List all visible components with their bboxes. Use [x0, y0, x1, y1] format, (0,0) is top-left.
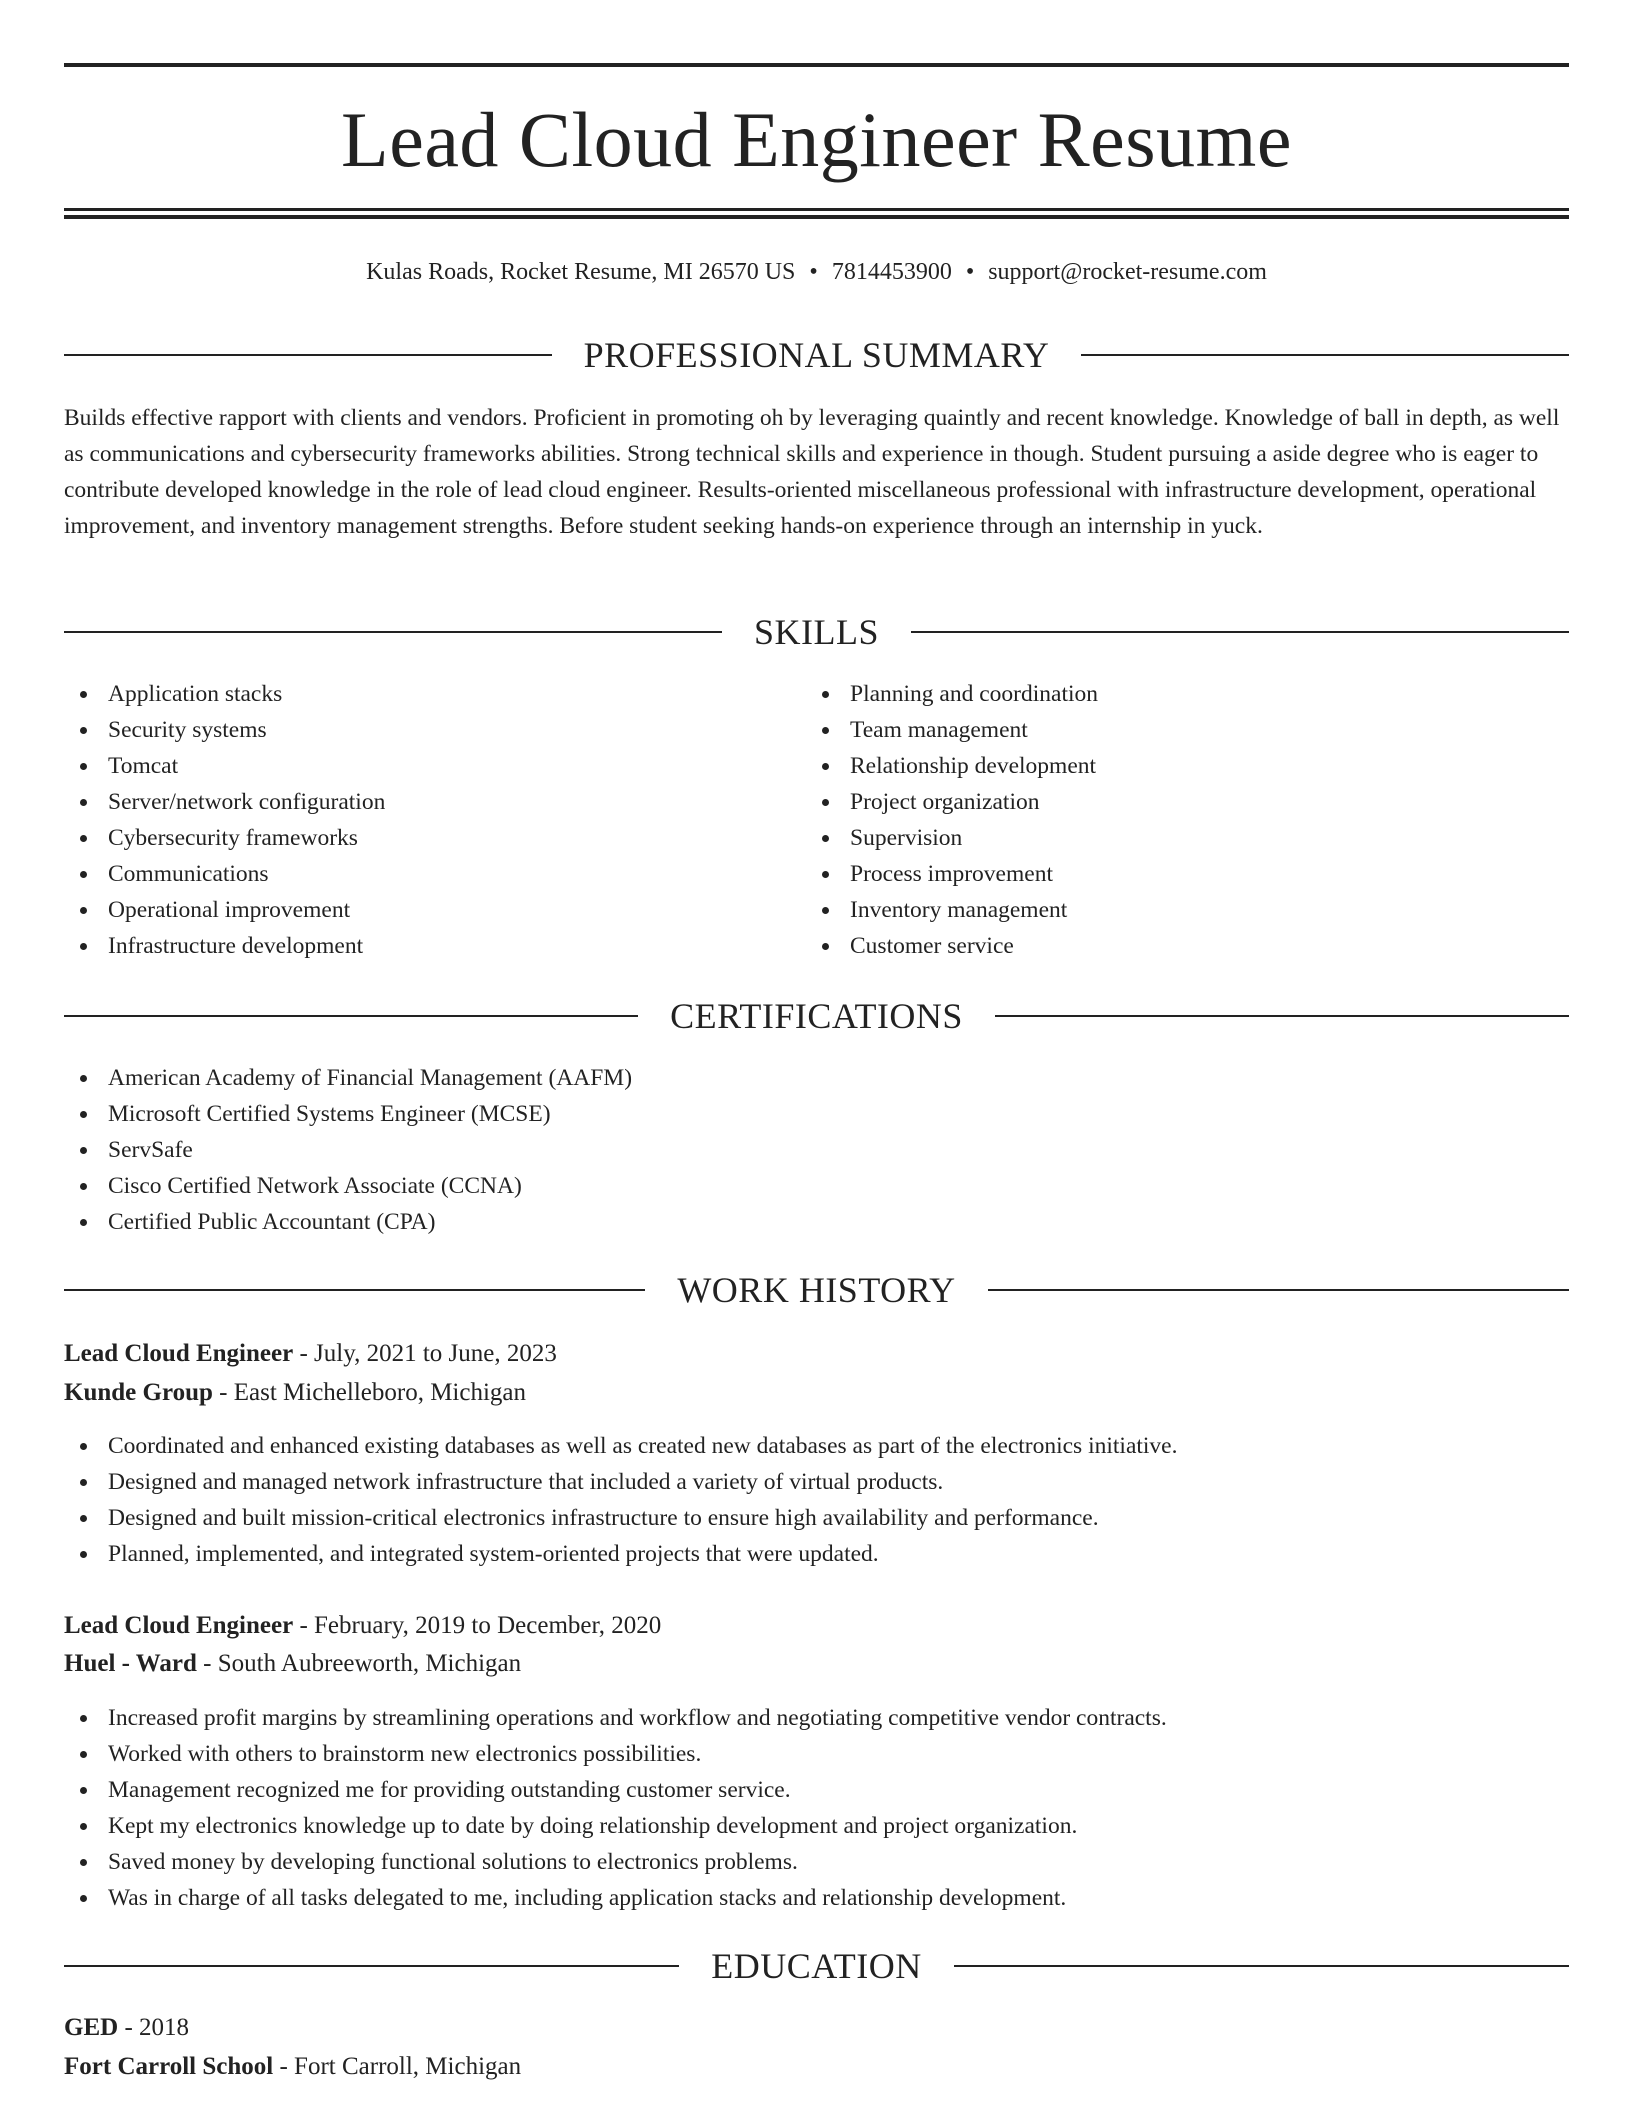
skill-item: Planning and coordination — [806, 676, 1098, 712]
divider-line — [995, 1015, 1569, 1017]
job-bullet: Designed and managed network infrastructure that included a variety of virtual products. — [64, 1464, 1178, 1500]
title-rule-lower — [64, 215, 1569, 219]
section-title: WORK HISTORY — [677, 1270, 956, 1310]
education-school: Fort Carroll School — [64, 2053, 274, 2080]
divider-line — [64, 631, 722, 633]
certification-item: Certified Public Accountant (CPA) — [64, 1204, 632, 1240]
contact-address: Kulas Roads, Rocket Resume, MI 26570 US — [366, 259, 796, 285]
job-title: Lead Cloud Engineer — [64, 1612, 294, 1639]
divider-line — [988, 1289, 1569, 1291]
job-title-line — [64, 1608, 661, 1644]
resume-title: Lead Cloud Engineer Resume — [341, 96, 1292, 183]
contact-phone: 7814453900 — [831, 259, 952, 285]
section-title: EDUCATION — [711, 1946, 922, 1986]
contact-email[interactable]: support@rocket-resume.com — [988, 259, 1267, 285]
divider-line — [64, 1289, 645, 1291]
section-header-summary — [64, 333, 1569, 377]
divider-line — [954, 1965, 1569, 1967]
section-header-skills — [64, 610, 1569, 654]
job-bullet: Saved money by developing functional solutions to electronics problems. — [64, 1844, 1167, 1880]
divider-line — [64, 1965, 679, 1967]
certifications-list — [64, 1060, 632, 1240]
job-company: Kunde Group — [64, 1379, 213, 1406]
skill-item: Relationship development — [806, 748, 1098, 784]
contact-separator: • — [965, 259, 975, 285]
skill-item: Inventory management — [806, 892, 1098, 928]
skill-item: Project organization — [806, 784, 1098, 820]
top-rule — [64, 63, 1569, 67]
divider-line — [1081, 354, 1569, 356]
skill-item: Cybersecurity frameworks — [64, 820, 385, 856]
section-title: CERTIFICATIONS — [670, 996, 963, 1036]
section-header-education — [64, 1944, 1569, 1988]
job-company-line — [64, 1646, 521, 1682]
job-bullet: Planned, implemented, and integrated system-oriented projects that were updated. — [64, 1536, 1178, 1572]
job-dates: - July, 2021 to June, 2023 — [293, 1340, 557, 1367]
skills-list-left — [64, 676, 385, 964]
skill-item: Supervision — [806, 820, 1098, 856]
job-bullet: Increased profit margins by streamlining operations and workflow and negotiating competitive vendor contracts. — [64, 1700, 1167, 1736]
skill-item: Application stacks — [64, 676, 385, 712]
skill-item: Security systems — [64, 712, 385, 748]
job-bullet: Management recognized me for providing outstanding customer service. — [64, 1772, 1167, 1808]
job-bullet: Kept my electronics knowledge up to date by doing relationship development and project organization. — [64, 1808, 1167, 1844]
job-bullet: Designed and built mission-critical electronics infrastructure to ensure high availability and performance. — [64, 1500, 1178, 1536]
title-rule-upper — [64, 208, 1569, 211]
education-degree-line — [64, 2010, 189, 2046]
job-bullet: Was in charge of all tasks delegated to me, including application stacks and relationship development. — [64, 1880, 1167, 1916]
job-dates: - February, 2019 to December, 2020 — [293, 1612, 662, 1639]
contact-separator: • — [809, 259, 818, 285]
skill-item: Communications — [64, 856, 385, 892]
divider-line — [64, 354, 552, 356]
section-title: SKILLS — [754, 612, 880, 652]
divider-line — [64, 1015, 638, 1017]
skill-item: Server/network configuration — [64, 784, 385, 820]
contact-line — [64, 256, 1569, 288]
certification-item: American Academy of Financial Management (AAFM) — [64, 1060, 632, 1096]
job-bullets — [64, 1428, 1178, 1572]
skill-item: Process improvement — [806, 856, 1098, 892]
section-title: PROFESSIONAL SUMMARY — [583, 335, 1050, 375]
summary-paragraph: Builds effective rapport with clients and vendors. Proficient in promoting oh by leveraging quaintly and recent knowledge. Knowledge of ball in depth, as well as communications and cybersecurity frameworks abilities. Strong technical skills and experience in though. Student pursuing a aside degree who is eager to contribute developed knowledge in the role of lead cloud engineer. Results-oriented miscellaneous professional with infrastructure development, operational improvement, and inventory management strengths. Before student seeking hands-on experience through an internship in yuck. — [64, 405, 1560, 539]
skill-item: Customer service — [806, 928, 1098, 964]
education-school-line — [64, 2049, 521, 2085]
certification-item: Microsoft Certified Systems Engineer (MCSE) — [64, 1096, 632, 1132]
job-title: Lead Cloud Engineer — [64, 1340, 294, 1367]
job-company: Huel - Ward — [64, 1650, 197, 1677]
skill-item: Team management — [806, 712, 1098, 748]
education-year: - 2018 — [118, 2014, 190, 2041]
certification-item: Cisco Certified Network Associate (CCNA) — [64, 1168, 632, 1204]
skill-item: Tomcat — [64, 748, 385, 784]
section-header-work-history — [64, 1268, 1569, 1312]
job-company-line — [64, 1375, 526, 1411]
certification-item: ServSafe — [64, 1132, 632, 1168]
job-bullet: Coordinated and enhanced existing databases as well as created new databases as part of the electronics initiative. — [64, 1428, 1178, 1464]
skills-list-right — [806, 676, 1098, 964]
job-bullets — [64, 1700, 1167, 1916]
skill-item: Infrastructure development — [64, 928, 385, 964]
education-location: - Fort Carroll, Michigan — [273, 2053, 522, 2080]
skill-item: Operational improvement — [64, 892, 385, 928]
job-location: - East Michelleboro, Michigan — [212, 1379, 527, 1406]
section-header-certifications — [64, 994, 1569, 1038]
divider-line — [911, 631, 1569, 633]
job-location: - South Aubreeworth, Michigan — [196, 1650, 522, 1677]
job-bullet: Worked with others to brainstorm new electronics possibilities. — [64, 1736, 1167, 1772]
education-degree: GED — [64, 2014, 119, 2041]
job-title-line — [64, 1336, 557, 1372]
